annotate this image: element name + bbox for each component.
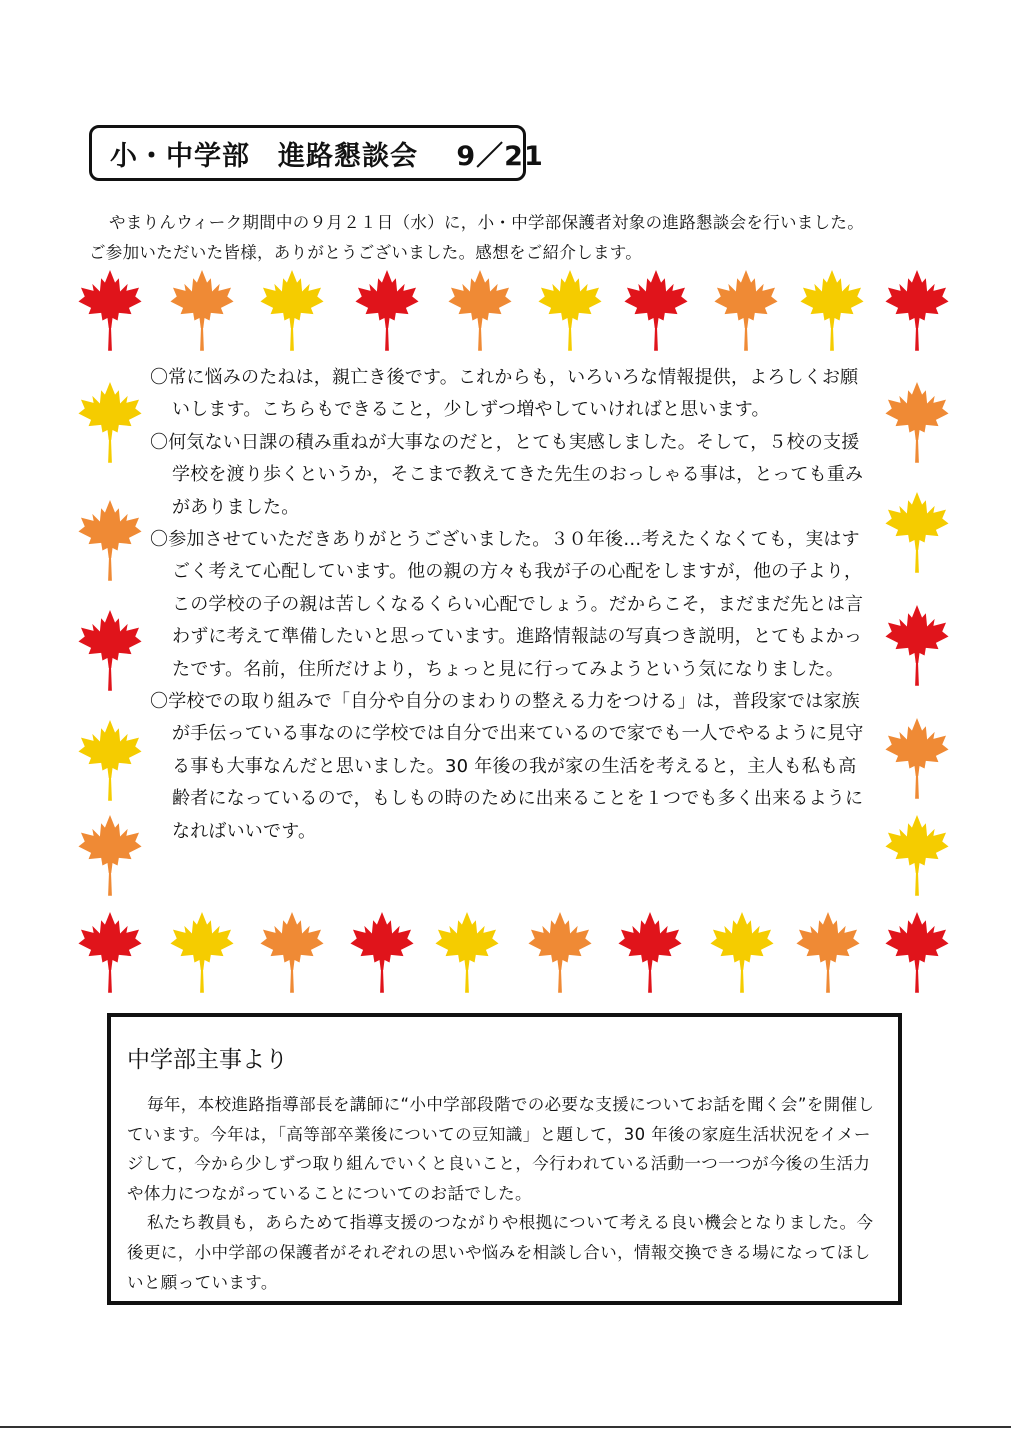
page-title: 小・中学部 進路懇談会 9／21 — [89, 125, 526, 181]
maple-leaf-icon — [885, 270, 949, 352]
comment-item: 〇常に悩みのたねは，親亡き後です。これからも，いろいろな情報提供，よろしくお願いします。こちらもできること，少しずつ増やしていければと思います。 — [150, 367, 859, 421]
maple-leaf-icon — [710, 912, 774, 994]
maple-leaf-icon — [714, 270, 778, 352]
comment-item: 〇何気ない日課の積み重ねが大事なのだと，とても実感しました。そして，５校の支援学校を渡り歩くというか，そこまで教えてきた先生のおっしゃる事は，とっても重みがありました。 — [150, 431, 864, 518]
page-bottom-rule — [0, 1426, 1011, 1428]
maple-leaf-icon — [885, 605, 949, 687]
maple-leaf-icon — [78, 610, 142, 692]
maple-leaf-icon — [528, 912, 592, 994]
maple-leaf-icon — [448, 270, 512, 352]
principal-note-box — [107, 1013, 902, 1305]
maple-leaf-icon — [350, 912, 414, 994]
maple-leaf-icon — [885, 815, 949, 897]
maple-leaf-icon — [78, 912, 142, 994]
maple-leaf-icon — [885, 912, 949, 994]
maple-leaf-icon — [885, 382, 949, 464]
intro-text — [89, 208, 969, 268]
note-body — [127, 1090, 882, 1297]
maple-leaf-icon — [624, 270, 688, 352]
maple-leaf-icon — [78, 382, 142, 464]
maple-leaf-icon — [885, 492, 949, 574]
intro-line: やまりんウィーク期間中の９月２１日（水）に，小・中学部保護者対象の進路懇談会を行いました。 — [109, 213, 865, 232]
maple-leaf-icon — [78, 720, 142, 802]
intro-line: ご参加いただいた皆様，ありがとうございました。感想をご紹介します。 — [89, 243, 643, 262]
comment-list — [150, 362, 870, 848]
maple-leaf-icon — [538, 270, 602, 352]
maple-leaf-icon — [78, 500, 142, 582]
maple-leaf-icon — [260, 912, 324, 994]
maple-leaf-icon — [435, 912, 499, 994]
note-title: 中学部主事より — [127, 1047, 288, 1073]
maple-leaf-icon — [800, 270, 864, 352]
maple-leaf-icon — [170, 912, 234, 994]
note-paragraph: 私たち教員も，あらためて指導支援のつながりや根拠について考える良い機会となりました。今後更に，小中学部の保護者がそれぞれの思いや悩みを相談し合い，情報交換できる場になってほしいと願っています。 — [127, 1213, 874, 1292]
maple-leaf-icon — [355, 270, 419, 352]
maple-leaf-icon — [170, 270, 234, 352]
maple-leaf-icon — [78, 270, 142, 352]
maple-leaf-icon — [78, 815, 142, 897]
maple-leaf-icon — [885, 718, 949, 800]
maple-leaf-icon — [796, 912, 860, 994]
note-paragraph: 毎年，本校進路指導部長を講師に“小中学部段階での必要な支援についてお話を聞く会”を開催しています。今年は，「高等部卒業後についての豆知識」と題して，30 年後の家庭生活状況をイメージして，今から少しずつ取り組んでいくと良いこと，今行われている活動一つ一つが今後の生活力や体力につながっていることについてのお話でした。 — [127, 1095, 875, 1203]
comment-item: 〇参加させていただきありがとうございました。３０年後…考えたくなくても，実はすごく考えて心配しています。他の親の方々も我が子の心配をしますが，他の子より，この学校の子の親は苦しくなるくらい心配でしょう。だからこそ，まだまだ先とは言わずに考えて準備したいと思っています。進路情報誌の写真つき説明，とてもよかったです。名前，住所だけより，ちょっと見に行ってみようという気になりました。 — [150, 529, 864, 680]
comment-item: 〇学校での取り組みで「自分や自分のまわりの整える力をつける」は，普段家では家族が手伝っている事なのに学校では自分で出来ているので家でも一人でやるように見守る事も大事なんだと思いました。30 年後の我が家の生活を考えると，主人も私も高齢者になっているので，もしもの時のために出来ることを１つでも多く出来るようになればいいです。 — [150, 691, 864, 842]
maple-leaf-icon — [618, 912, 682, 994]
maple-leaf-icon — [260, 270, 324, 352]
